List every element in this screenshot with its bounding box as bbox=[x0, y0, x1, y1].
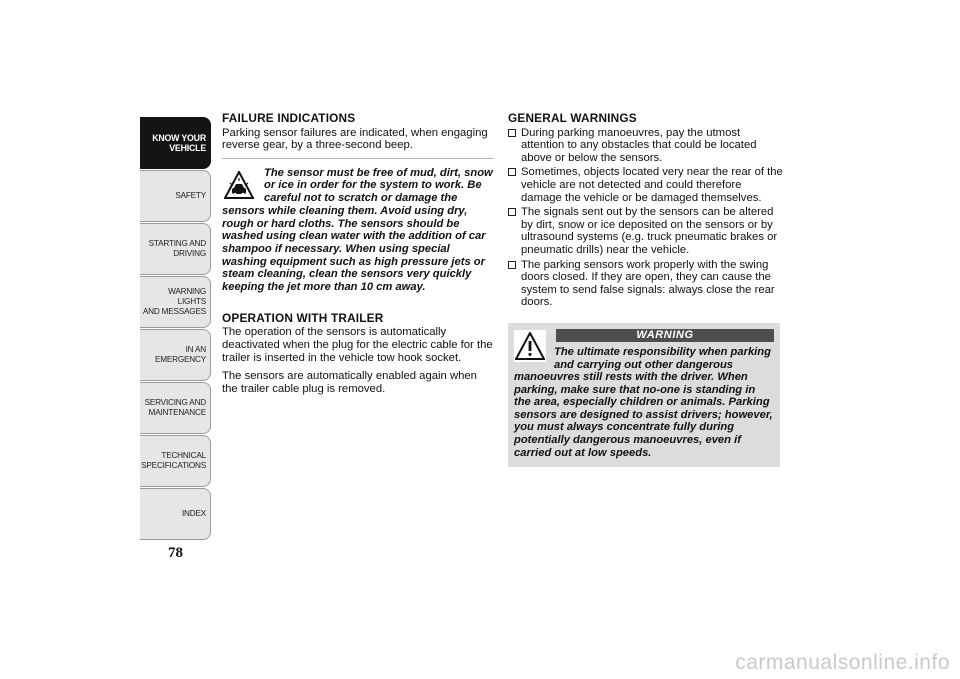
list-item bbox=[508, 127, 784, 165]
tab-index[interactable]: INDEX bbox=[140, 488, 211, 540]
checkbox-bullet-icon bbox=[508, 208, 516, 216]
list-item bbox=[508, 206, 784, 256]
car-wash-triangle-icon bbox=[222, 169, 256, 201]
trailer-text-2: The sensors are automatically enabled again when the trailer cable plug is removed. bbox=[222, 370, 477, 395]
warning-box bbox=[508, 323, 780, 467]
list-item-text: The signals sent out by the sensors can be altered by dirt, snow or ice deposited on the sensors or by ultrasound systems (e.g. truck pneumatic brakes or pneumatic drills) near the vehicle. bbox=[521, 206, 778, 256]
list-item-text: Sometimes, objects located very near the rear of the vehicle are not detected and could therefore damage the vehicle or be damaged themselves. bbox=[521, 166, 783, 204]
watermark: carmanualsonline.info bbox=[735, 651, 950, 674]
tab-know-your-vehicle[interactable]: KNOW YOUR VEHICLE bbox=[140, 117, 211, 169]
sensor-cleaning-note-text: The sensor must be free of mud, dirt, snow or ice in order for the system to work. Be careful not to scratch or damage the sensors while cleaning them. Avoid using dry, rough or hard cloths. The sensors should be washed using clean water with the addition of car shampoo if necessary. When using special washing equipment such as high pressure jets or steam cleaning, clean the sensors very quickly keeping the jet more than 10 cm away. bbox=[222, 166, 493, 294]
tab-technical-specifications[interactable]: TECHNICAL SPECIFICATIONS bbox=[140, 435, 211, 487]
list-item bbox=[508, 166, 784, 204]
list-item bbox=[508, 259, 784, 309]
warning-label: WARNING bbox=[556, 329, 774, 342]
section-divider bbox=[222, 158, 494, 159]
sensor-cleaning-note bbox=[222, 167, 494, 294]
exclamation-triangle-icon bbox=[514, 330, 546, 362]
tab-servicing-and-maintenance[interactable]: SERVICING AND MAINTENANCE bbox=[140, 382, 211, 434]
trailer-text-1: The operation of the sensors is automatically deactivated when the plug for the electric cable for the trailer is inserted in the vehicle tow hook socket. bbox=[222, 326, 493, 364]
checkbox-bullet-icon bbox=[508, 168, 516, 176]
chapter-tabs bbox=[140, 117, 211, 541]
left-column bbox=[222, 112, 494, 401]
tab-warning-lights-and-messages[interactable]: WARNING LIGHTS AND MESSAGES bbox=[140, 276, 211, 328]
tab-starting-and-driving[interactable]: STARTING AND DRIVING bbox=[140, 223, 211, 275]
operation-with-trailer-heading: OPERATION WITH TRAILER bbox=[222, 310, 384, 325]
checkbox-bullet-icon bbox=[508, 129, 516, 137]
tab-in-an-emergency[interactable]: IN AN EMERGENCY bbox=[140, 329, 211, 381]
general-warnings-list bbox=[508, 127, 784, 309]
page-number: 78 bbox=[168, 545, 183, 561]
warning-text: The ultimate responsibility when parking and carrying out other dangerous manoeuvres still rests with the driver. When parking, make sure that no-one is standing in the area, especially children or animals. Parking sensors are designed to assist drivers; however, you must always concentrate fully during potentially dangerous manoeuvres, even if carried out at low speeds. bbox=[514, 345, 773, 459]
general-warnings-heading: GENERAL WARNINGS bbox=[508, 111, 637, 125]
right-column bbox=[508, 112, 784, 467]
list-item-text: During parking manoeuvres, pay the utmost attention to any obstacles that could be located above or below the sensors. bbox=[521, 126, 757, 164]
failure-indications-text: Parking sensor failures are indicated, when engaging reverse gear, by a three-second beep. bbox=[222, 126, 488, 152]
checkbox-bullet-icon bbox=[508, 261, 516, 269]
tab-safety[interactable]: SAFETY bbox=[140, 170, 211, 222]
failure-indications-heading: FAILURE INDICATIONS bbox=[222, 111, 356, 125]
list-item-text: The parking sensors work properly with the swing doors closed. If they are open, they can cause the system to send false signals: always close the rear doors. bbox=[521, 258, 775, 309]
